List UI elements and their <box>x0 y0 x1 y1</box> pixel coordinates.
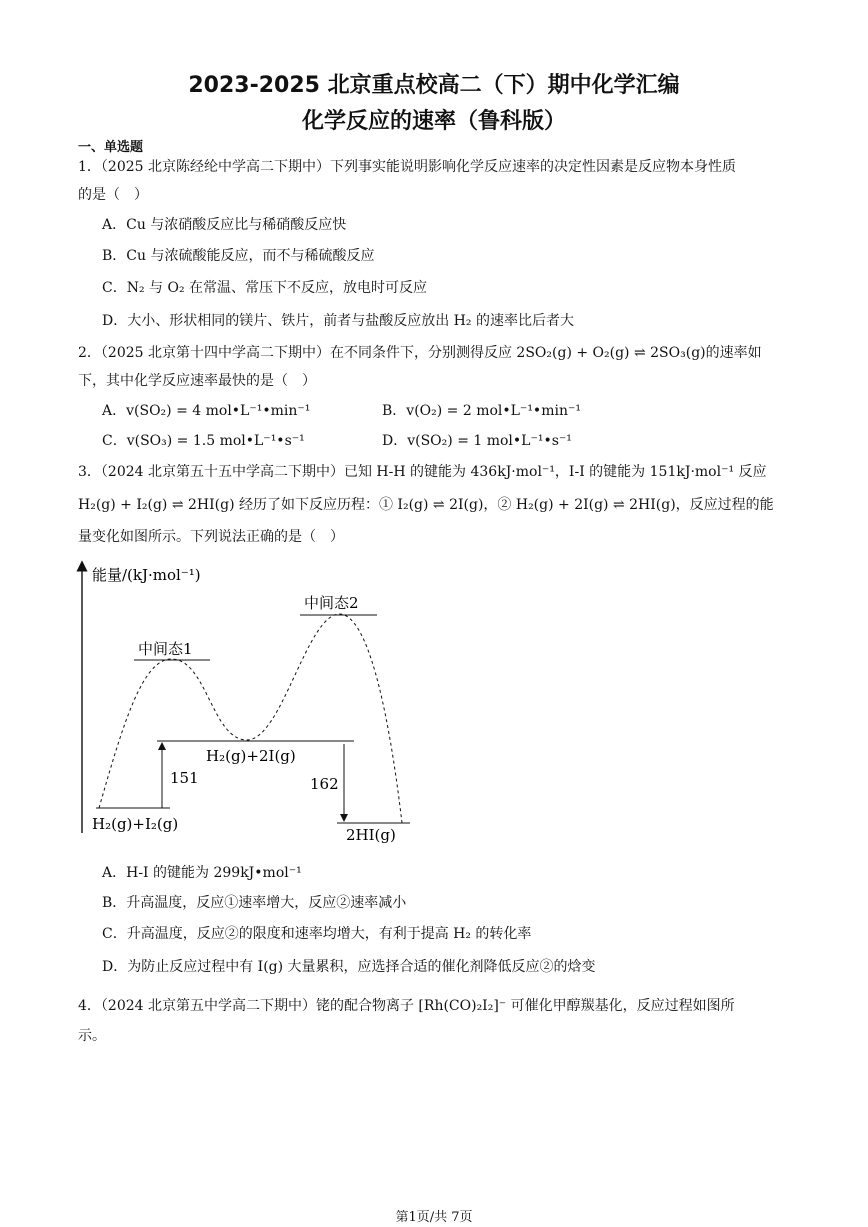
section-heading: 一、单选题 <box>78 140 144 155</box>
q3-stem-line1: 3．（2024 北京第五十五中学高二下期中）已知 H-H 的键能为 436kJ·mol⁻¹，I-I 的键能为 151kJ·mol⁻¹ 反应 <box>78 464 767 480</box>
page-footer: 第1页/共 7页 <box>395 1210 473 1225</box>
page-title-line2: 化学反应的速率（鲁科版） <box>301 109 566 134</box>
value-162: 162 <box>310 775 339 793</box>
q2-option-a: A．v(SO₂) = 4 mol•L⁻¹•min⁻¹ <box>102 403 311 419</box>
q3-option-c: C．升高温度，反应②的限度和速率均增大，有利于提高 H₂ 的转化率 <box>102 926 532 942</box>
q1-option-c: C．N₂ 与 O₂ 在常温、常压下不反应，放电时可反应 <box>102 280 428 296</box>
q3-stem-line2: H₂(g) + I₂(g) ⇌ 2HI(g) 经历了如下反应历程：① I₂(g) ⇌ 2I(g)，② H₂(g) + 2I(g) ⇌ 2HI(g)，反应过程的能 <box>78 497 774 513</box>
q4-stem-line1: 4．（2024 北京第五中学高二下期中）铑的配合物离子 [Rh(CO)₂I₂]⁻ 可催化甲醇羰基化，反应过程如图所 <box>78 998 735 1014</box>
q3-option-d: D．为防止反应过程中有 I(g) 大量累积，应选择合适的催化剂降低反应②的焓变 <box>102 959 596 975</box>
q1-stem-line1: 1．（2025 北京陈经纶中学高二下期中）下列事实能说明影响化学反应速率的决定性因素是反应物本身性质 <box>78 159 736 175</box>
q1-option-b: B．Cu 与浓硫酸能反应，而不与稀硫酸反应 <box>102 248 375 264</box>
label-middle: H₂(g)+2I(g) <box>206 747 296 765</box>
q2-option-d: D．v(SO₂) = 1 mol•L⁻¹•s⁻¹ <box>382 433 572 449</box>
label-left: H₂(g)+I₂(g) <box>92 815 179 833</box>
label-right: 2HI(g) <box>346 826 396 844</box>
q1-option-a: A．Cu 与浓硝酸反应比与稀硝酸反应快 <box>102 217 347 233</box>
label-state1: 中间态1 <box>138 640 193 658</box>
q1-option-d: D．大小、形状相同的镁片、铁片，前者与盐酸反应放出 H₂ 的速率比后者大 <box>102 313 574 329</box>
value-151: 151 <box>170 769 199 787</box>
q3-option-a: A．H-I 的键能为 299kJ•mol⁻¹ <box>102 865 302 881</box>
page-title-line1: 2023-2025 北京重点校高二（下）期中化学汇编 <box>188 73 680 98</box>
energy-diagram <box>72 558 422 848</box>
q3-option-b: B．升高温度，反应①速率增大，反应②速率减小 <box>102 895 407 911</box>
q2-stem-line2: 下，其中化学反应速率最快的是（ ） <box>78 373 316 389</box>
q2-stem-line1: 2．（2025 北京第十四中学高二下期中）在不同条件下，分别测得反应 2SO₂(g) + O₂(g) ⇌ 2SO₃(g)的速率如 <box>78 345 762 361</box>
q2-option-b: B．v(O₂) = 2 mol•L⁻¹•min⁻¹ <box>382 403 581 419</box>
y-axis-label: 能量/(kJ·mol⁻¹) <box>92 566 201 584</box>
q4-stem-line2: 示。 <box>78 1028 106 1044</box>
q3-stem-line3: 量变化如图所示。下列说法正确的是（ ） <box>78 529 344 545</box>
q1-stem-line2: 的是（ ） <box>78 187 148 203</box>
q2-option-c: C．v(SO₃) = 1.5 mol•L⁻¹•s⁻¹ <box>102 433 305 449</box>
label-state2: 中间态2 <box>304 594 359 612</box>
